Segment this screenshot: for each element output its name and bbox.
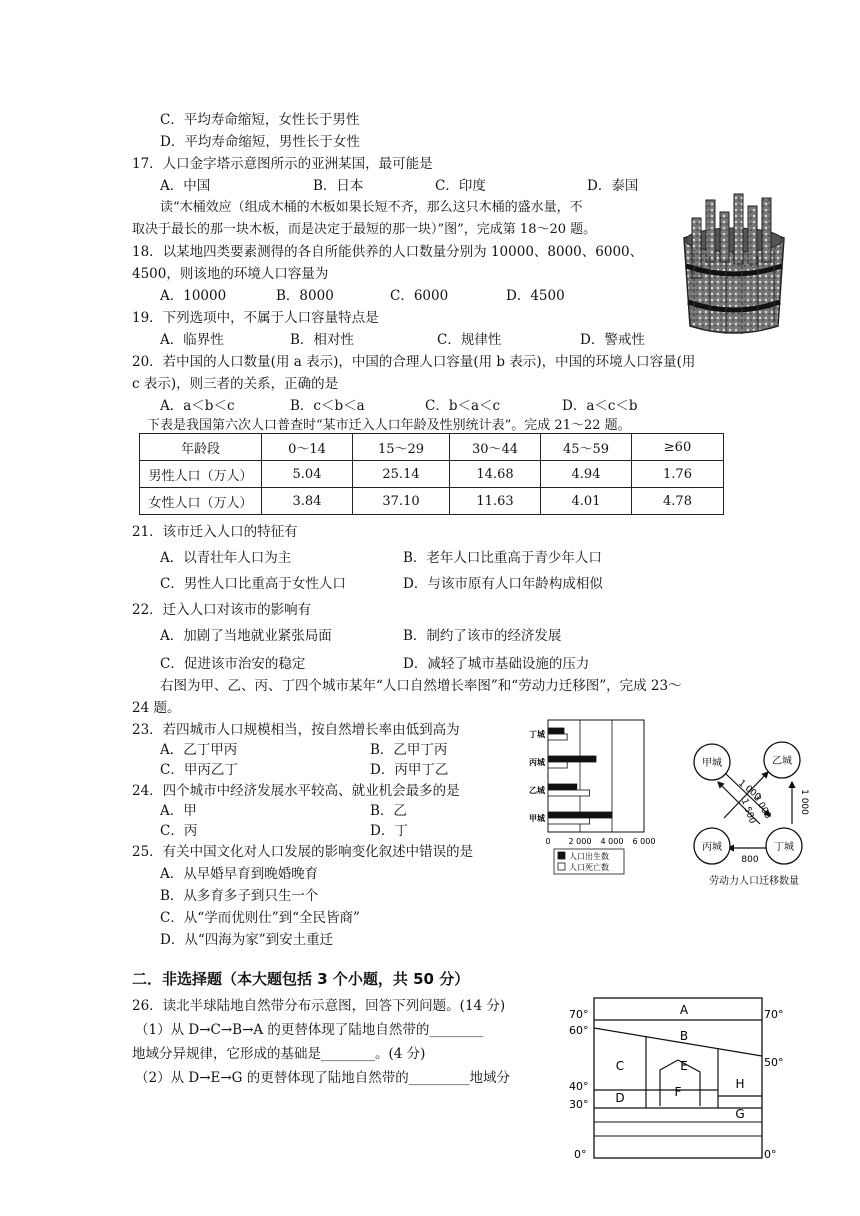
q23-stem: 23．若四城市人口规模相当，按自然增长率由低到高为 xyxy=(132,722,460,738)
natural-growth-chart xyxy=(516,716,666,884)
q16-option-c: C．平均寿命缩短，女性长于男性 xyxy=(160,112,360,128)
table-cell: 5.04 xyxy=(262,461,353,488)
lat-label: 0° xyxy=(764,1148,777,1161)
q20-option-c: C．b＜a＜c xyxy=(425,398,501,414)
section-title: 二．非选择题（本大题包括 3 个小题，共 50 分） xyxy=(132,970,470,988)
q17-stem: 17．人口金字塔示意图所示的亚洲某国，最可能是 xyxy=(132,156,433,172)
q19-stem: 19．下列选项中，不属于人口容量特点是 xyxy=(132,310,379,326)
table-cell: 男性人口（万人） xyxy=(140,461,262,488)
edge-label: 1 000 xyxy=(799,789,809,815)
table-header-row xyxy=(140,434,724,461)
table-cell: 女性人口（万人） xyxy=(140,488,262,515)
edge-label: 1 000 xyxy=(736,778,763,803)
table-cell: 11.63 xyxy=(450,488,541,515)
bar xyxy=(548,762,567,768)
bar xyxy=(548,734,567,740)
lat-label: 60° xyxy=(569,1024,589,1037)
table-header-cell: 15～29 xyxy=(353,434,450,461)
table-cell: 4.94 xyxy=(541,461,632,488)
category-label: 甲城 xyxy=(529,814,545,823)
zone-label: E xyxy=(680,1059,688,1073)
q21-option-c: C．男性人口比重高于女性人口 xyxy=(160,576,346,592)
q18-stem-line1: 18．以某地四类要素测得的各自所能供养的人口数量分别为 10000、8000、6000、 xyxy=(132,244,644,260)
q25-option-c: C．从“学而优则仕”到“全民皆商” xyxy=(160,910,360,926)
table-header-cell: 45～59 xyxy=(541,434,632,461)
table-cell: 3.84 xyxy=(262,488,353,515)
zone-label: F xyxy=(674,1085,682,1099)
node-label: 甲城 xyxy=(702,758,722,769)
node-label: 丙城 xyxy=(702,842,722,853)
category-label: 乙城 xyxy=(529,786,545,795)
edge-label: 800 xyxy=(741,855,759,865)
q21-option-b: B．老年人口比重高于青少年人口 xyxy=(403,550,602,566)
q26-stem: 26．读北半球陆地自然带分布示意图，回答下列问题。(14 分) xyxy=(132,998,506,1014)
q20-stem-line1: 20．若中国的人口数量(用 a 表示)，中国的合理人口容量(用 b 表示)，中国的环境人口容量(用 xyxy=(132,354,696,370)
table-cell: 1.76 xyxy=(632,461,724,488)
zone-label: H xyxy=(735,1077,745,1091)
node-label: 丁城 xyxy=(774,842,794,853)
q22-stem: 22．迁入人口对该市的影响有 xyxy=(132,602,312,618)
table-header-cell: ≥60 xyxy=(632,434,724,461)
x-tick-label: 4 000 xyxy=(600,837,624,846)
q18-option-a: A．10000 xyxy=(160,288,227,304)
q25-stem: 25．有关中国文化对人口发展的影响变化叙述中错误的是 xyxy=(132,844,474,860)
q26-part1-line1: （1）从 D→C→B→A 的更替体现了陆地自然带的________ xyxy=(135,1022,484,1038)
legend-swatch xyxy=(558,852,565,859)
q25-option-b: B．从多育多子到只生一个 xyxy=(160,888,319,904)
q26-part2: （2）从 D→E→G 的更替体现了陆地自然带的_________地域分 xyxy=(135,1070,511,1086)
lat-label: 40° xyxy=(569,1080,589,1093)
legend-label: 人口死亡数 xyxy=(569,863,609,872)
q23-option-a: A．乙丁甲丙 xyxy=(160,742,238,758)
table-cell: 14.68 xyxy=(450,461,541,488)
edge-label: 3 000 xyxy=(750,793,773,821)
q18-option-b: B．8000 xyxy=(276,288,334,304)
lat-label: 70° xyxy=(569,1008,589,1021)
lat-label: 0° xyxy=(574,1148,587,1161)
intro18-line2: 取决于最长的那一块木板，而是决定于最短的那一块）”图”，完成第 18～20 题。 xyxy=(132,222,597,237)
wooden-barrel-image xyxy=(674,190,794,340)
q18-stem-line2: 4500，则该地的环境人口容量为 xyxy=(132,266,329,282)
node-label: 乙城 xyxy=(772,756,792,767)
zone-label: G xyxy=(735,1107,745,1121)
q16-option-d: D．平均寿命缩短，男性长于女性 xyxy=(160,134,360,150)
q23-option-c: C．甲丙乙丁 xyxy=(160,762,238,778)
q20-option-a: A．a＜b＜c xyxy=(160,398,235,414)
q19-option-d: D．警戒性 xyxy=(580,332,645,348)
table-intro: 下表是我国第六次人口普查时“某市迁入人口年龄及性别统计表”。完成 21～22 题。 xyxy=(147,418,631,433)
q17-option-a: A．中国 xyxy=(160,178,211,194)
q21-option-a: A．以青壮年人口为主 xyxy=(160,550,292,566)
q19-option-b: B．相对性 xyxy=(290,332,354,348)
labor-migration-diagram xyxy=(688,738,818,888)
legend-label: 人口出生数 xyxy=(569,852,609,861)
table-cell: 4.78 xyxy=(632,488,724,515)
q17-option-c: C．印度 xyxy=(435,178,486,194)
q17-option-b: B．日本 xyxy=(313,178,364,194)
bar xyxy=(548,756,596,762)
intro18-line1: 读“木桶效应（组成木桶的木板如果长短不齐，那么这只木桶的盛水量，不 xyxy=(160,200,583,215)
legend-swatch xyxy=(558,863,565,870)
table-header-cell: 30～44 xyxy=(450,434,541,461)
lat-label: 50° xyxy=(764,1056,784,1069)
table-row xyxy=(140,461,724,488)
x-tick-label: 2 000 xyxy=(568,837,592,846)
bar xyxy=(548,728,564,734)
table-header-cell: 年龄段 xyxy=(140,434,262,461)
zone-label: C xyxy=(615,1059,625,1073)
zone-label: A xyxy=(679,1003,689,1017)
q24-stem: 24．四个城市中经济发展水平较高、就业机会最多的是 xyxy=(132,783,460,799)
q21-stem: 21．该市迁入人口的特征有 xyxy=(132,524,298,540)
diagram-title: 劳动力人口迁移数量 xyxy=(709,876,799,887)
intro23-line2: 24 题。 xyxy=(132,700,181,716)
q20-option-b: B．c＜b＜a xyxy=(290,398,365,414)
lat-label: 70° xyxy=(764,1008,784,1021)
q24-option-a: A．甲 xyxy=(160,803,197,819)
q17-option-d: D．泰国 xyxy=(587,178,639,194)
q22-option-a: A．加剧了当地就业紧张局面 xyxy=(160,628,332,644)
x-tick-label: 6 000 xyxy=(632,837,656,846)
bar xyxy=(548,784,577,790)
natural-zone-diagram xyxy=(566,996,796,1164)
table-header-cell: 0～14 xyxy=(262,434,353,461)
migration-age-sex-table xyxy=(139,433,724,515)
q19-option-a: A．临界性 xyxy=(160,332,224,348)
q25-option-d: D．从“四海为家”到安土重迁 xyxy=(160,932,334,948)
intro23-line1: 右图为甲、乙、丙、丁四个城市某年“人口自然增长率图”和“劳动力迁移图”，完成 23～ xyxy=(160,678,682,694)
edge-label: 1 500 xyxy=(738,797,757,826)
q21-option-d: D．与该市原有人口年龄构成相似 xyxy=(403,576,603,592)
q24-option-d: D．丁 xyxy=(370,823,408,839)
bar xyxy=(548,812,612,818)
q23-option-d: D．丙甲丁乙 xyxy=(370,762,449,778)
q20-stem-line2: c 表示)，则三者的关系，正确的是 xyxy=(132,376,339,392)
q20-option-d: D．a＜c＜b xyxy=(562,398,638,414)
q19-option-c: C．规律性 xyxy=(437,332,502,348)
table-cell: 25.14 xyxy=(353,461,450,488)
category-label: 丁城 xyxy=(529,730,545,739)
table-cell: 4.01 xyxy=(541,488,632,515)
q23-option-b: B．乙甲丁丙 xyxy=(370,742,448,758)
bar xyxy=(548,790,590,796)
zone-label: B xyxy=(679,1029,689,1043)
zone-label: D xyxy=(615,1091,625,1105)
bar xyxy=(548,818,590,824)
q18-option-d: D．4500 xyxy=(506,288,565,304)
q24-option-b: B．乙 xyxy=(370,803,407,819)
x-tick-label: 0 xyxy=(545,837,551,846)
table-cell: 37.10 xyxy=(353,488,450,515)
q22-option-b: B．制约了该市的经济发展 xyxy=(403,628,562,644)
q26-part1-line2: 地域分异规律，它形成的基础是________。(4 分) xyxy=(132,1046,426,1062)
q25-option-a: A．从早婚早育到晚婚晚育 xyxy=(160,866,319,882)
table-row xyxy=(140,488,724,515)
lat-label: 30° xyxy=(569,1098,589,1111)
q18-option-c: C．6000 xyxy=(390,288,449,304)
category-label: 丙城 xyxy=(529,758,545,767)
q24-option-c: C．丙 xyxy=(160,823,198,839)
q22-option-c: C．促进该市治安的稳定 xyxy=(160,656,306,672)
q22-option-d: D．减轻了城市基础设施的压力 xyxy=(403,656,590,672)
